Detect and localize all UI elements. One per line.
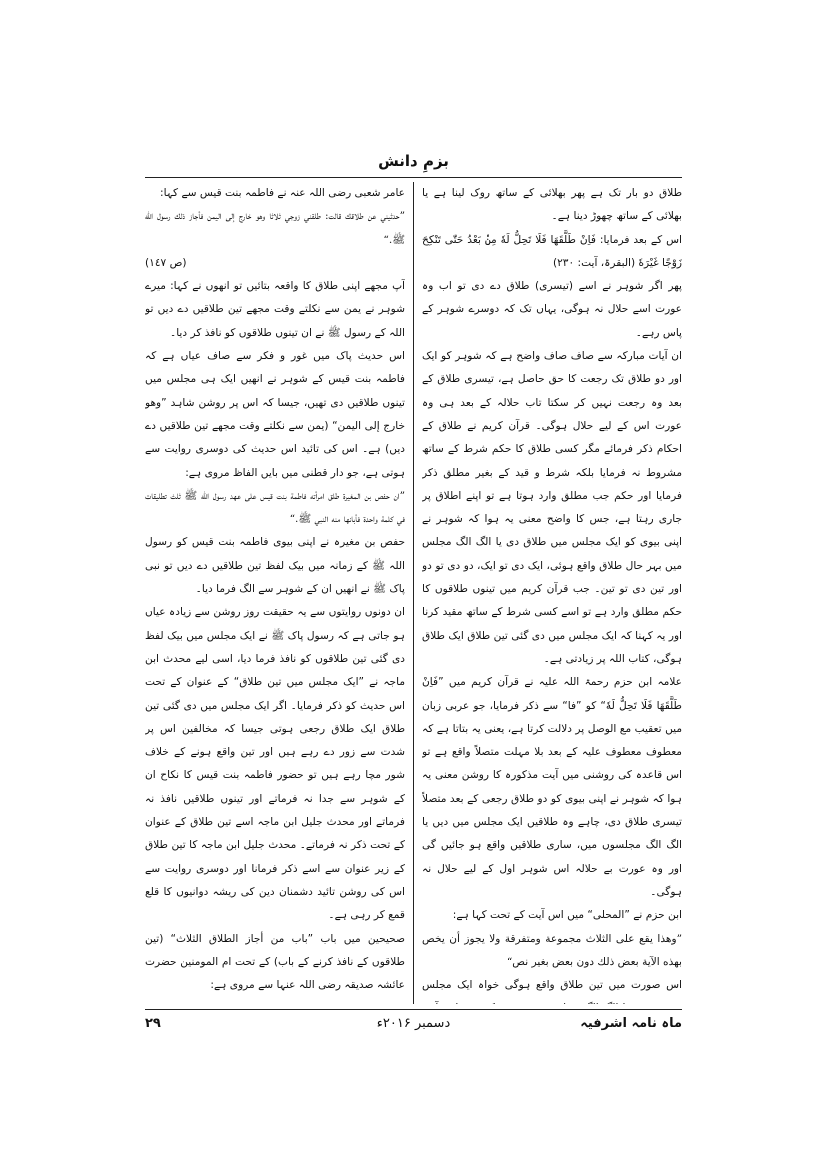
paragraph: علامہ ابن حزم رحمۃ اللہ علیہ نے قرآن کریم میں ”فَاِنْ طَلَّقَهَا فَلَا تَحِلُّ لَهٗ“ کو ”فا“ سے ذکر فرمایا، جو عربی زبان میں تعقیب مع الوصل پر دلالت کرتا ہے، یعنی یہ بتاتا ہے کہ معطوف معطوف علیہ کے بعد بلا مہلت متصلاً واقع ہے تو اس قاعدہ کی روشنی میں آیت مذکورہ کا روشن معنی یہ ہوا کہ شوہر نے اپنی بیوی کو دو طلاق رجعی کے بعد متصلاً تیسری طلاق دی، چاہے وہ طلاقیں ایک مجلس میں دیں یا الگ الگ مجلسوں میں، ساری طلاقیں واقع ہو جائیں گی اور وہ عورت بے حلالہ اس شوہر اول کے لیے حلال نہ ہوگی۔ bbox=[422, 676, 682, 898]
footer-rule bbox=[145, 1009, 682, 1010]
paragraph: اس صورت میں تین طلاق واقع ہوگی خواہ ایک مجلس bbox=[422, 979, 682, 992]
paragraph: ان دونوں روایتوں سے یہ حقیقت روز روشن سے زیادہ عیاں ہو جاتی ہے کہ رسول پاک ﷺ نے ایک مجلس میں بیک لفظ دی گئی تین طلاقوں کو نافذ فرما دیا، اسی لیے محدث ابن ماجہ نے ”ایک مجلس میں تین طلاق“ کے عنوان کے تحت اس حدیث کو ذکر فرمایا۔ اگر ایک مجلس میں دی گئی تین طلاق ایک طلاق رجعی ہوتی جیسا کہ مخالفین اس پر شدت سے زور دے رہے ہیں اور تین واقع ہونے کے خلاف شور مچا رہے ہیں تو حضور فاطمہ بنت قیس کا نکاح ان کے شوہر سے جدا نہ فرماتے اور تینوں طلاقیں نافذ نہ فرماتے اور محدث جلیل ابن ماجہ اسے تین طلاق کے عنوان کے تحت ذکر نہ فرماتے۔ محدث جلیل ابن ماجہ کا تین طلاق کے زیر عنوان سے اسے ذکر فرمانا اور دوسری روایت سے اس کی روشن تائید دشمنان دین کی ریشہ دوانیوں کا قلع قمع کر رہی ہے۔ bbox=[145, 606, 405, 922]
paragraph: پھر اگر شوہر نے اسے (تیسری) طلاق دے دی تو اب وہ عورت اسے حلال نہ ہوگی، یہاں تک کہ دوسرے شوہر کے پاس رہے۔ bbox=[422, 280, 682, 339]
paragraph: اس حدیث پاک میں غور و فکر سے صاف عیاں ہے کہ فاطمہ بنت قیس کے شوہر نے انھیں ایک ہی مجلس میں تینوں طلاقیں دی تھیں، جیسا کہ اس پر روشن شاہد ”وهو خارج إلى اليمن“ (یمن سے نکلتے وقت مجھے تین طلاقیں دے دیں) ہے۔ اس کی تائید اس حدیث کی دوسری روایت سے ہوتی ہے، جو دار قطنی میں بایں الفاظ مروی ہے: bbox=[145, 350, 405, 479]
left-column bbox=[145, 182, 405, 1004]
magazine-name: ماہ نامہ اشرفیہ bbox=[580, 1016, 682, 1031]
arabic-quote: ”حدثيني عن طلاقك قالت: طلقني زوجي ثلاثا وهو خارج إلى اليمن فأجاز ذلك رسول الله ﷺ.“ bbox=[145, 210, 405, 246]
paragraph: عامر شعبی رضی اللہ عنہ نے فاطمہ بنت قیس سے کہا: bbox=[160, 187, 405, 199]
paragraph: صحیحین میں باب ”باب من أجاز الطلاق الثلاث“ (تین طلاقوں کے نافذ کرنے کے باب) کے تحت ام المومنین حضرت عائشہ صدیقہ رضی اللہ عنہا سے مروی ہے: bbox=[145, 932, 405, 992]
paragraph: آپ مجھے اپنی طلاق کا واقعہ بتائیں تو انھوں نے کہا: میرے شوہر نے یمن سے نکلتے وقت مجھے تین طلاقیں دے دیں تو اللہ کے رسول ﷺ نے ان تینوں طلاقوں کو نافذ کر دیا۔ bbox=[145, 280, 405, 339]
arabic-quote: ”ان حفص بن المغيرة طلق امرأته فاطمة بنت قيس على عهد رسول الله ﷺ ثلث تطليقات في كلمة واحدة فأبانها منه النبي ﷺ.“ bbox=[145, 489, 405, 526]
right-column bbox=[422, 182, 682, 1004]
column-divider bbox=[413, 182, 414, 1004]
reference: (ص ١٤٧) bbox=[145, 256, 187, 269]
paragraph: اس کے بعد فرمایا: فَاِنْ طَلَّقَهَا فَلَا تَحِلُّ لَهٗ مِنْۢ بَعْدُ حَتّٰی تَنْكِحَ زَوْجًا غَیْرَهٗ (البقرۃ، آیت: ۲۳۰) bbox=[422, 233, 682, 269]
issue-date: دسمبر ۲۰۱۶ء bbox=[376, 1016, 451, 1031]
paragraph: حفص بن مغیرہ نے اپنی بیوی فاطمہ بنت قیس کو رسول اللہ ﷺ کے زمانہ میں بیک لفظ تین طلاقیں دے دیں تو نبی پاک ﷺ نے انھیں ان کے شوہر سے الگ فرما دیا۔ bbox=[145, 536, 405, 596]
paragraph: ابن حزم نے ”المحلی“ میں اس آیت کے تحت کہا ہے: bbox=[452, 909, 682, 922]
page-number: ۲۹ bbox=[145, 1016, 161, 1031]
arabic-quote: ”وهذا يقع على الثلاث مجموعة ومتفرقة ولا يجوز أن يخص بهذه الآية بعض ذلك دون بعض بغير نص“ bbox=[422, 932, 682, 968]
section-title: بزمِ دانش bbox=[378, 152, 449, 170]
paragraph: ان آیات مبارکہ سے صاف صاف واضح ہے کہ شوہر کو ایک اور دو طلاق تک رجعت کا حق حاصل ہے، تیسری طلاق کے بعد وہ رجعت نہیں کر سکتا تاب حلالہ کے بعد ہی وہ عورت اس کے لیے حلال ہوگی۔ قرآن کریم نے طلاق کے احکام ذکر فرمائے مگر کسی طلاق کا حکم شرط کے ساتھ مشروط نہ فرمایا بلکہ شرط و قید کے بغیر مطلق ذکر فرمایا اور حکم جب مطلق وارد ہوتا ہے تو اپنے اطلاق پر جاری رہتا ہے، جس کا واضح معنی یہ ہوا کہ شوہر نے اپنی بیوی کو ایک مجلس میں طلاق دی یا الگ الگ مجلس میں بہر حال طلاق واقع ہوئی، ایک دی تو ایک، دو دی تو دو اور تین دی تو تین۔ جب قرآن کریم میں تینوں طلاقوں کا حکم مطلق وارد ہے تو اسے کسی شرط کے ساتھ مقید کرنا اور یہ کہنا کہ ایک مجلس میں دی گئی تین طلاق ایک طلاق ہوگی، کتاب اللہ پر زیادتی ہے۔ bbox=[422, 350, 682, 665]
paragraph: طلاق دو بار تک ہے پھر بھلائی کے ساتھ روک لینا ہے یا بھلائی کے ساتھ چھوڑ دینا ہے۔ bbox=[422, 187, 682, 223]
header-rule bbox=[145, 177, 682, 178]
